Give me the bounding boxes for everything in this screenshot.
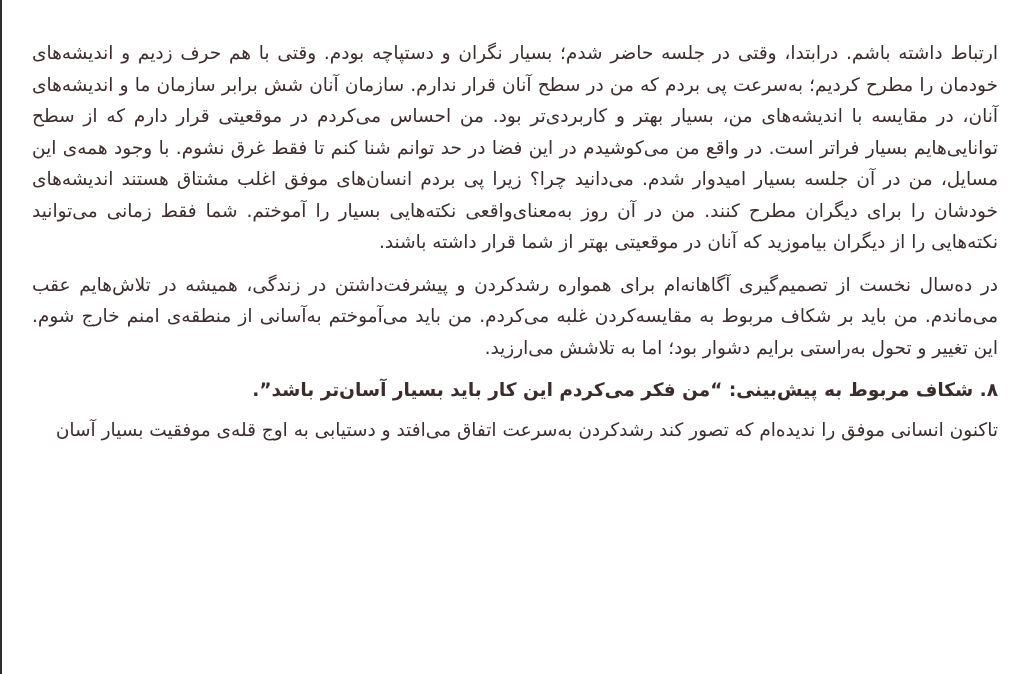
- section-heading: ۸. شکاف مربوط به پیش‌بینی: “من فکر می‌کردم این کار باید بسیار آسان‌تر باشد”.: [252, 380, 998, 401]
- paragraph-2: در ده‌سال نخست از تصمیم‌گیری آگاهانه‌ام برای همواره رشدکردن و پیشرفت‌داشتن در زندگی، همیشه در تلاش‌هایم عقب می‌ماندم. من باید بر شکاف مربوط به مقایسه‌کردن غلبه می‌کردم. من باید می‌آموختم به‌آسانی از منطقه‌ی امنم خارج شوم. این تغییر و تحول به‌راستی برایم دشوار بود؛ اما به تلاشش می‌ارزید.: [32, 274, 998, 359]
- page-text: [32, 38, 998, 457]
- paragraph-1: ارتباط داشته باشم. درابتدا، وقتی در جلسه حاضر شدم؛ بسیار نگران و دستپاچه بودم. وقتی با هم حرف زدیم و اندیشه‌های خودمان را مطرح کردیم؛ به‌سرعت پی بردم که من در سطح آنان قرار ندارم. سازمان آنان شش برابر سازمان ما و اندیشه‌های آنان، در مقایسه با اندیشه‌های من، بسیار بهتر و کاربردی‌تر بود. من احساس می‌کردم در موقعیتی قرار دارم که از سطح توانایی‌هایم بسیار فراتر است. در واقع من می‌کوشیدم در این فضا در حد توانم شنا کنم تا فقط غرق نشوم. با وجود همه‌ی این مسایل، من در آن جلسه بسیار امیدوار شدم. می‌دانید چرا؟ زیرا پی بردم انسان‌های موفق اغلب مشتاق هستند اندیشه‌های خودشان را برای دیگران مطرح کنند. من در آن روز به‌معنای‌واقعی نکته‌هایی بسیار را آموختم. شما فقط زمانی می‌توانید نکته‌هایی را از دیگران بیاموزید که آنان در موقعیتی بهتر از شما قرار داشته باشند.: [32, 43, 998, 253]
- paragraph-3: تاکنون انسانی موفق را ندیده‌ام که تصور کند رشدکردن به‌سرعت اتفاق می‌افتد و دستیابی به اوج قله‌ی موفقیت بسیار آسان: [55, 419, 998, 441]
